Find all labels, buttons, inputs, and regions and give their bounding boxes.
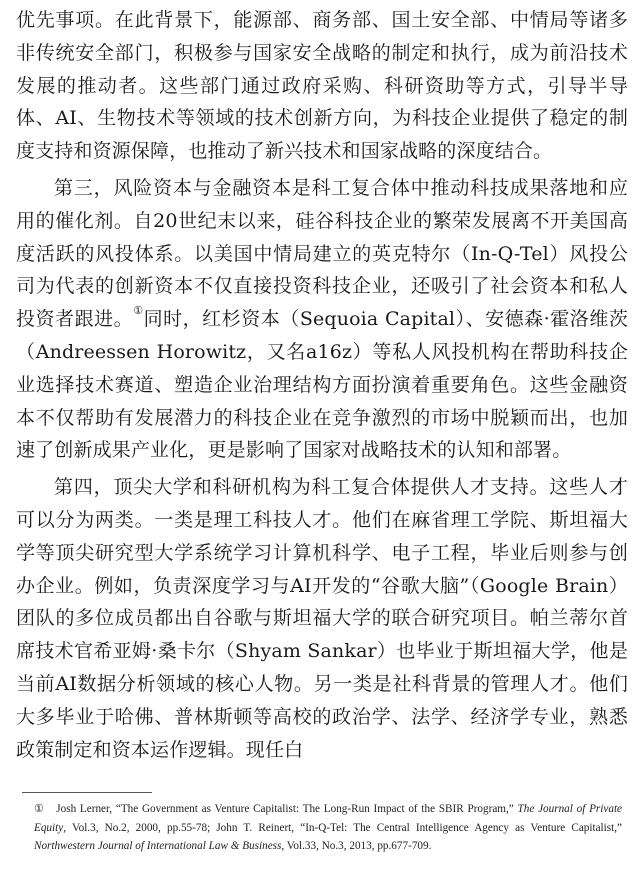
footnote-divider <box>22 792 152 793</box>
footnote-citation-2: , Vol.3, No.2, 2000, pp.55-78; John T. Reinert, “In-Q-Tel: The Central Intelligence Agency as Venture Capitalist,” <box>63 821 622 834</box>
footnote <box>34 800 622 856</box>
document-page <box>16 0 628 766</box>
paragraph-1: 优先事项。在此背景下，能源部、商务部、国土安全部、中情局等诸多非传统安全部门，积极参与国家安全战略的制定和执行，成为前沿技术发展的推动者。这些部门通过政府采购、科研资助等方式，引导半导体、AI、生物技术等领域的技术创新方向，为科技企业提供了稳定的制度支持和资源保障，也推动了新兴技术和国家战略的深度结合。 <box>16 9 628 163</box>
footnote-journal-1: The Journal of Private Equity <box>34 803 623 834</box>
paragraph-2-continuation: 同时，红杉资本（Sequoia Capital）、安德森·霍洛维茨（Andreessen Horowitz，又名a16z）等私人风投机构在帮助科技企业选择技术赛道、塑造企业治理结构方面扮演着重要角色。这些金融资本不仅帮助有发展潜力的科技企业在竞争激烈的市场中脱颖而出，也加速了创新成果产业化，更是影响了国家对战略技术的认知和部署。 <box>16 308 628 462</box>
paragraph-3: 第四，顶尖大学和科研机构为科工复合体提供人才支持。这些人才可以分为两类。一类是理工科技人才。他们在麻省理工学院、斯坦福大学等顶尖研究型大学系统学习计算机科学、电子工程，毕业后则参与创办企业。例如，负责深度学习与AI开发的“谷歌大脑”（Google Brain）团队的多位成员都出自谷歌与斯坦福大学的联合研究项目。帕兰蒂尔首席技术官希亚姆·桑卡尔（Shyam Sankar）也毕业于斯坦福大学，他是当前AI数据分析领域的核心人物。另一类是社科背景的管理人才。他们大多毕业于哈佛、普林斯顿等高校的政治学、法学、经济学专业，熟悉政策制定和资本运作逻辑。现任白 <box>16 476 628 761</box>
footnote-citation-1: Josh Lerner, “The Government as Venture Capitalist: The Long-Run Impact of the SBIR Program,” <box>56 803 514 815</box>
footnote-number: ① <box>34 803 45 815</box>
paragraph-2-text: 第三，风险资本与金融资本是科工复合体中推动科技成果落地和应用的催化剂。自20世纪末以来，硅谷科技企业的繁荣发展离不开美国高度活跃的风投体系。以美国中情局建立的英克特尔（In-Q-Tel）风投公司为代表的创新资本不仅直接投资科技企业，还吸引了社会资本和私人投资者跟进。 <box>16 176 628 331</box>
footnote-journal-2: Northwestern Journal of International Law & Business <box>34 840 282 853</box>
paragraph-2 <box>16 172 628 467</box>
footnote-citation-3: , Vol.33, No.3, 2013, pp.677-709. <box>281 840 432 853</box>
footnote-reference[interactable]: ① <box>133 304 144 318</box>
